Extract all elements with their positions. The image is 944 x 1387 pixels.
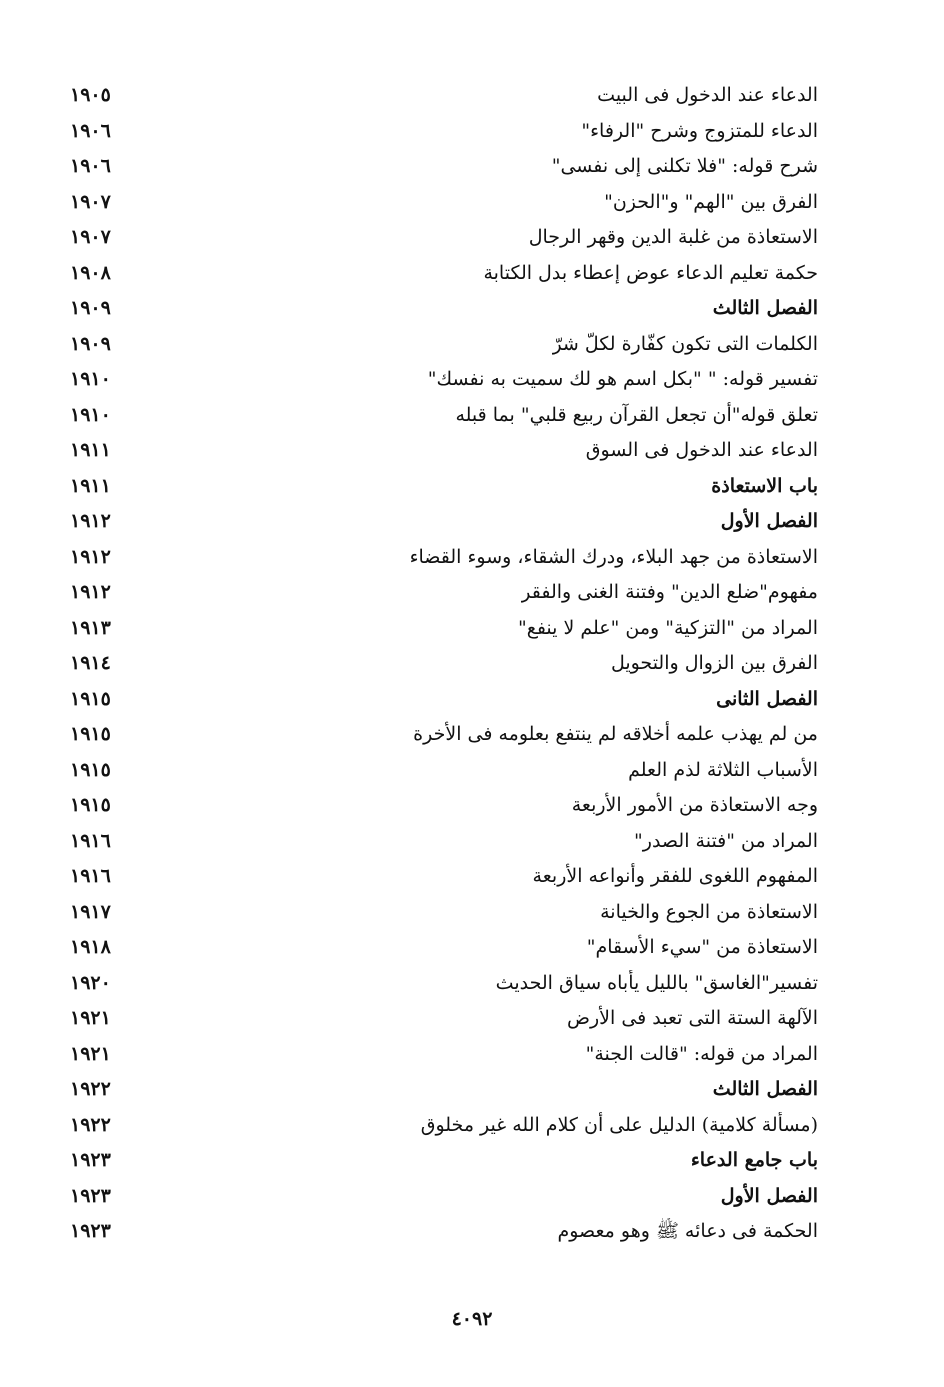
entry-page-number: ١٩١٤ bbox=[70, 652, 111, 674]
entry-title: الفرق بين الزوال والتحويل bbox=[610, 652, 818, 674]
entry-page-number: ١٩١٠ bbox=[70, 368, 111, 390]
entry-title: (مسألة كلامية) الدليل على أن كلام الله غير مخلوق bbox=[420, 1113, 818, 1136]
toc-heading-row bbox=[70, 291, 820, 327]
toc-heading-row bbox=[70, 469, 820, 505]
toc-entry-row bbox=[70, 256, 820, 292]
entry-title: الدعاء عند الدخول فى السوق bbox=[585, 439, 818, 461]
entry-title: الأسباب الثلاثة لذم العلم bbox=[628, 758, 818, 781]
toc-entry-row bbox=[70, 966, 820, 1002]
entry-title: مفهوم"ضلع الدين" وفتنة الغنى والفقر bbox=[521, 581, 818, 603]
entry-page-number: ١٩٠٨ bbox=[70, 261, 111, 284]
section-heading: الفصل الأول bbox=[720, 1184, 818, 1207]
section-heading: باب جامع الدعاء bbox=[690, 1149, 818, 1171]
entry-title: المراد من "فتنة الصدر" bbox=[634, 829, 818, 852]
entry-title: الاستعاذة من "سيء الأسقام" bbox=[586, 936, 818, 958]
entry-title: الآلهة الستة التى تعبد فى الأرض bbox=[567, 1007, 818, 1029]
entry-page-number: ١٩١٥ bbox=[70, 687, 111, 710]
entry-title: الاستعاذة من جهد البلاء، ودرك الشقاء، وسوء القضاء bbox=[409, 545, 818, 568]
toc-heading-row bbox=[70, 1072, 820, 1108]
toc-entry-row bbox=[70, 824, 820, 860]
toc-entry-row bbox=[70, 1037, 820, 1073]
entry-page-number: ١٩٢٣ bbox=[70, 1220, 111, 1242]
entry-title: المراد من "التزكية" ومن "علم لا ينفع" bbox=[517, 616, 818, 639]
entry-page-number: ١٩٠٥ bbox=[70, 84, 111, 106]
entry-title: من لم يهذب علمه أخلاقه لم ينتفع بعلومه فى الأخرة bbox=[413, 723, 818, 745]
page-number-footer: ٤٠٩٢ bbox=[451, 1308, 493, 1330]
entry-page-number: ١٩٢٠ bbox=[70, 971, 111, 994]
section-heading: الفصل الثالث bbox=[712, 1078, 818, 1100]
toc-entry-row bbox=[70, 1001, 820, 1037]
toc-entry-row bbox=[70, 859, 820, 895]
toc-entry-row bbox=[70, 717, 820, 753]
toc-heading-row bbox=[70, 682, 820, 718]
entry-page-number: ١٩١٥ bbox=[70, 723, 111, 745]
entry-title: تفسير"الغاسق" بالليل يأباه سياق الحديث bbox=[495, 971, 818, 994]
entry-title: تعلق قوله"أن تجعل القرآن ربيع قلبي" بما قبله bbox=[455, 403, 818, 426]
entry-title: تفسير قوله: " "بكل اسم هو لك سميت به نفسك" bbox=[427, 368, 818, 390]
entry-page-number: ١٩٠٧ bbox=[70, 190, 111, 213]
toc-entry-row bbox=[70, 646, 820, 682]
toc-entry-row bbox=[70, 185, 820, 221]
entry-page-number: ١٩١١ bbox=[70, 439, 111, 461]
entry-title: الاستعاذة من الجوع والخيانة bbox=[600, 900, 818, 923]
toc-entry-row bbox=[70, 114, 820, 150]
toc-entry-row bbox=[70, 362, 820, 398]
entry-page-number: ١٩٠٩ bbox=[70, 297, 111, 319]
entry-title: شرح قوله: "فلا تكلنى إلى نفسى" bbox=[551, 155, 818, 177]
entry-title: المراد من قوله: "قالت الجنة" bbox=[585, 1042, 818, 1065]
entry-page-number: ١٩١٢ bbox=[70, 545, 111, 568]
table-of-contents bbox=[70, 78, 820, 1250]
toc-entry-row bbox=[70, 575, 820, 611]
entry-page-number: ١٩٠٦ bbox=[70, 119, 111, 142]
toc-heading-row bbox=[70, 1143, 820, 1179]
entry-page-number: ١٩٢١ bbox=[70, 1007, 111, 1029]
toc-entry-row bbox=[70, 78, 820, 114]
entry-page-number: ١٩٢١ bbox=[70, 1042, 111, 1065]
entry-page-number: ١٩١٥ bbox=[70, 758, 111, 781]
entry-page-number: ١٩٢٢ bbox=[70, 1113, 111, 1136]
entry-title: الدعاء للمتزوج وشرح "الرفاء" bbox=[581, 119, 818, 142]
toc-entry-row bbox=[70, 1108, 820, 1144]
entry-page-number: ١٩٠٩ bbox=[70, 332, 111, 355]
toc-entry-row bbox=[70, 433, 820, 469]
entry-page-number: ١٩٢٢ bbox=[70, 1078, 111, 1100]
entry-title: الكلمات التى تكون كفّارة لكلّ شرّ bbox=[552, 332, 818, 355]
toc-entry-row bbox=[70, 611, 820, 647]
toc-entry-row bbox=[70, 1214, 820, 1250]
entry-title: المفهوم اللغوى للفقر وأنواعه الأربعة bbox=[532, 865, 818, 887]
toc-heading-row bbox=[70, 1179, 820, 1215]
entry-title: حكمة تعليم الدعاء عوض إعطاء بدل الكتابة bbox=[483, 261, 818, 284]
entry-title: وجه الاستعاذة من الأمور الأربعة bbox=[571, 794, 818, 816]
entry-page-number: ١٩١٨ bbox=[70, 936, 111, 958]
toc-entry-row bbox=[70, 753, 820, 789]
section-heading: باب الاستعاذة bbox=[711, 474, 818, 497]
toc-heading-row bbox=[70, 504, 820, 540]
entry-page-number: ١٩٢٣ bbox=[70, 1184, 111, 1207]
entry-title: الفرق بين "الهم" و"الحزن" bbox=[604, 190, 818, 213]
toc-entry-row bbox=[70, 220, 820, 256]
entry-page-number: ١٩٠٧ bbox=[70, 226, 111, 248]
toc-entry-row bbox=[70, 540, 820, 576]
entry-page-number: ١٩١٥ bbox=[70, 794, 111, 816]
toc-entry-row bbox=[70, 398, 820, 434]
entry-page-number: ١٩١٢ bbox=[70, 510, 111, 532]
section-heading: الفصل الثانى bbox=[716, 687, 818, 710]
section-heading: الفصل الأول bbox=[720, 510, 818, 532]
entry-title: الاستعاذة من غلبة الدين وقهر الرجال bbox=[528, 226, 818, 248]
toc-entry-row bbox=[70, 327, 820, 363]
entry-page-number: ١٩٢٣ bbox=[70, 1149, 111, 1171]
toc-entry-row bbox=[70, 149, 820, 185]
entry-page-number: ١٩١٧ bbox=[70, 900, 111, 923]
entry-page-number: ١٩١٦ bbox=[70, 865, 111, 887]
toc-entry-row bbox=[70, 895, 820, 931]
entry-page-number: ١٩١١ bbox=[70, 474, 111, 497]
entry-title: الدعاء عند الدخول فى البيت bbox=[597, 84, 818, 106]
entry-page-number: ١٩١٠ bbox=[70, 403, 111, 426]
entry-title: الحكمة فى دعائه ﷺ وهو معصوم bbox=[557, 1220, 818, 1242]
toc-entry-row bbox=[70, 788, 820, 824]
entry-page-number: ١٩١٣ bbox=[70, 616, 111, 639]
section-heading: الفصل الثالث bbox=[712, 297, 818, 319]
entry-page-number: ١٩١٦ bbox=[70, 829, 111, 852]
entry-page-number: ١٩١٢ bbox=[70, 581, 111, 603]
toc-entry-row bbox=[70, 930, 820, 966]
entry-page-number: ١٩٠٦ bbox=[70, 155, 111, 177]
